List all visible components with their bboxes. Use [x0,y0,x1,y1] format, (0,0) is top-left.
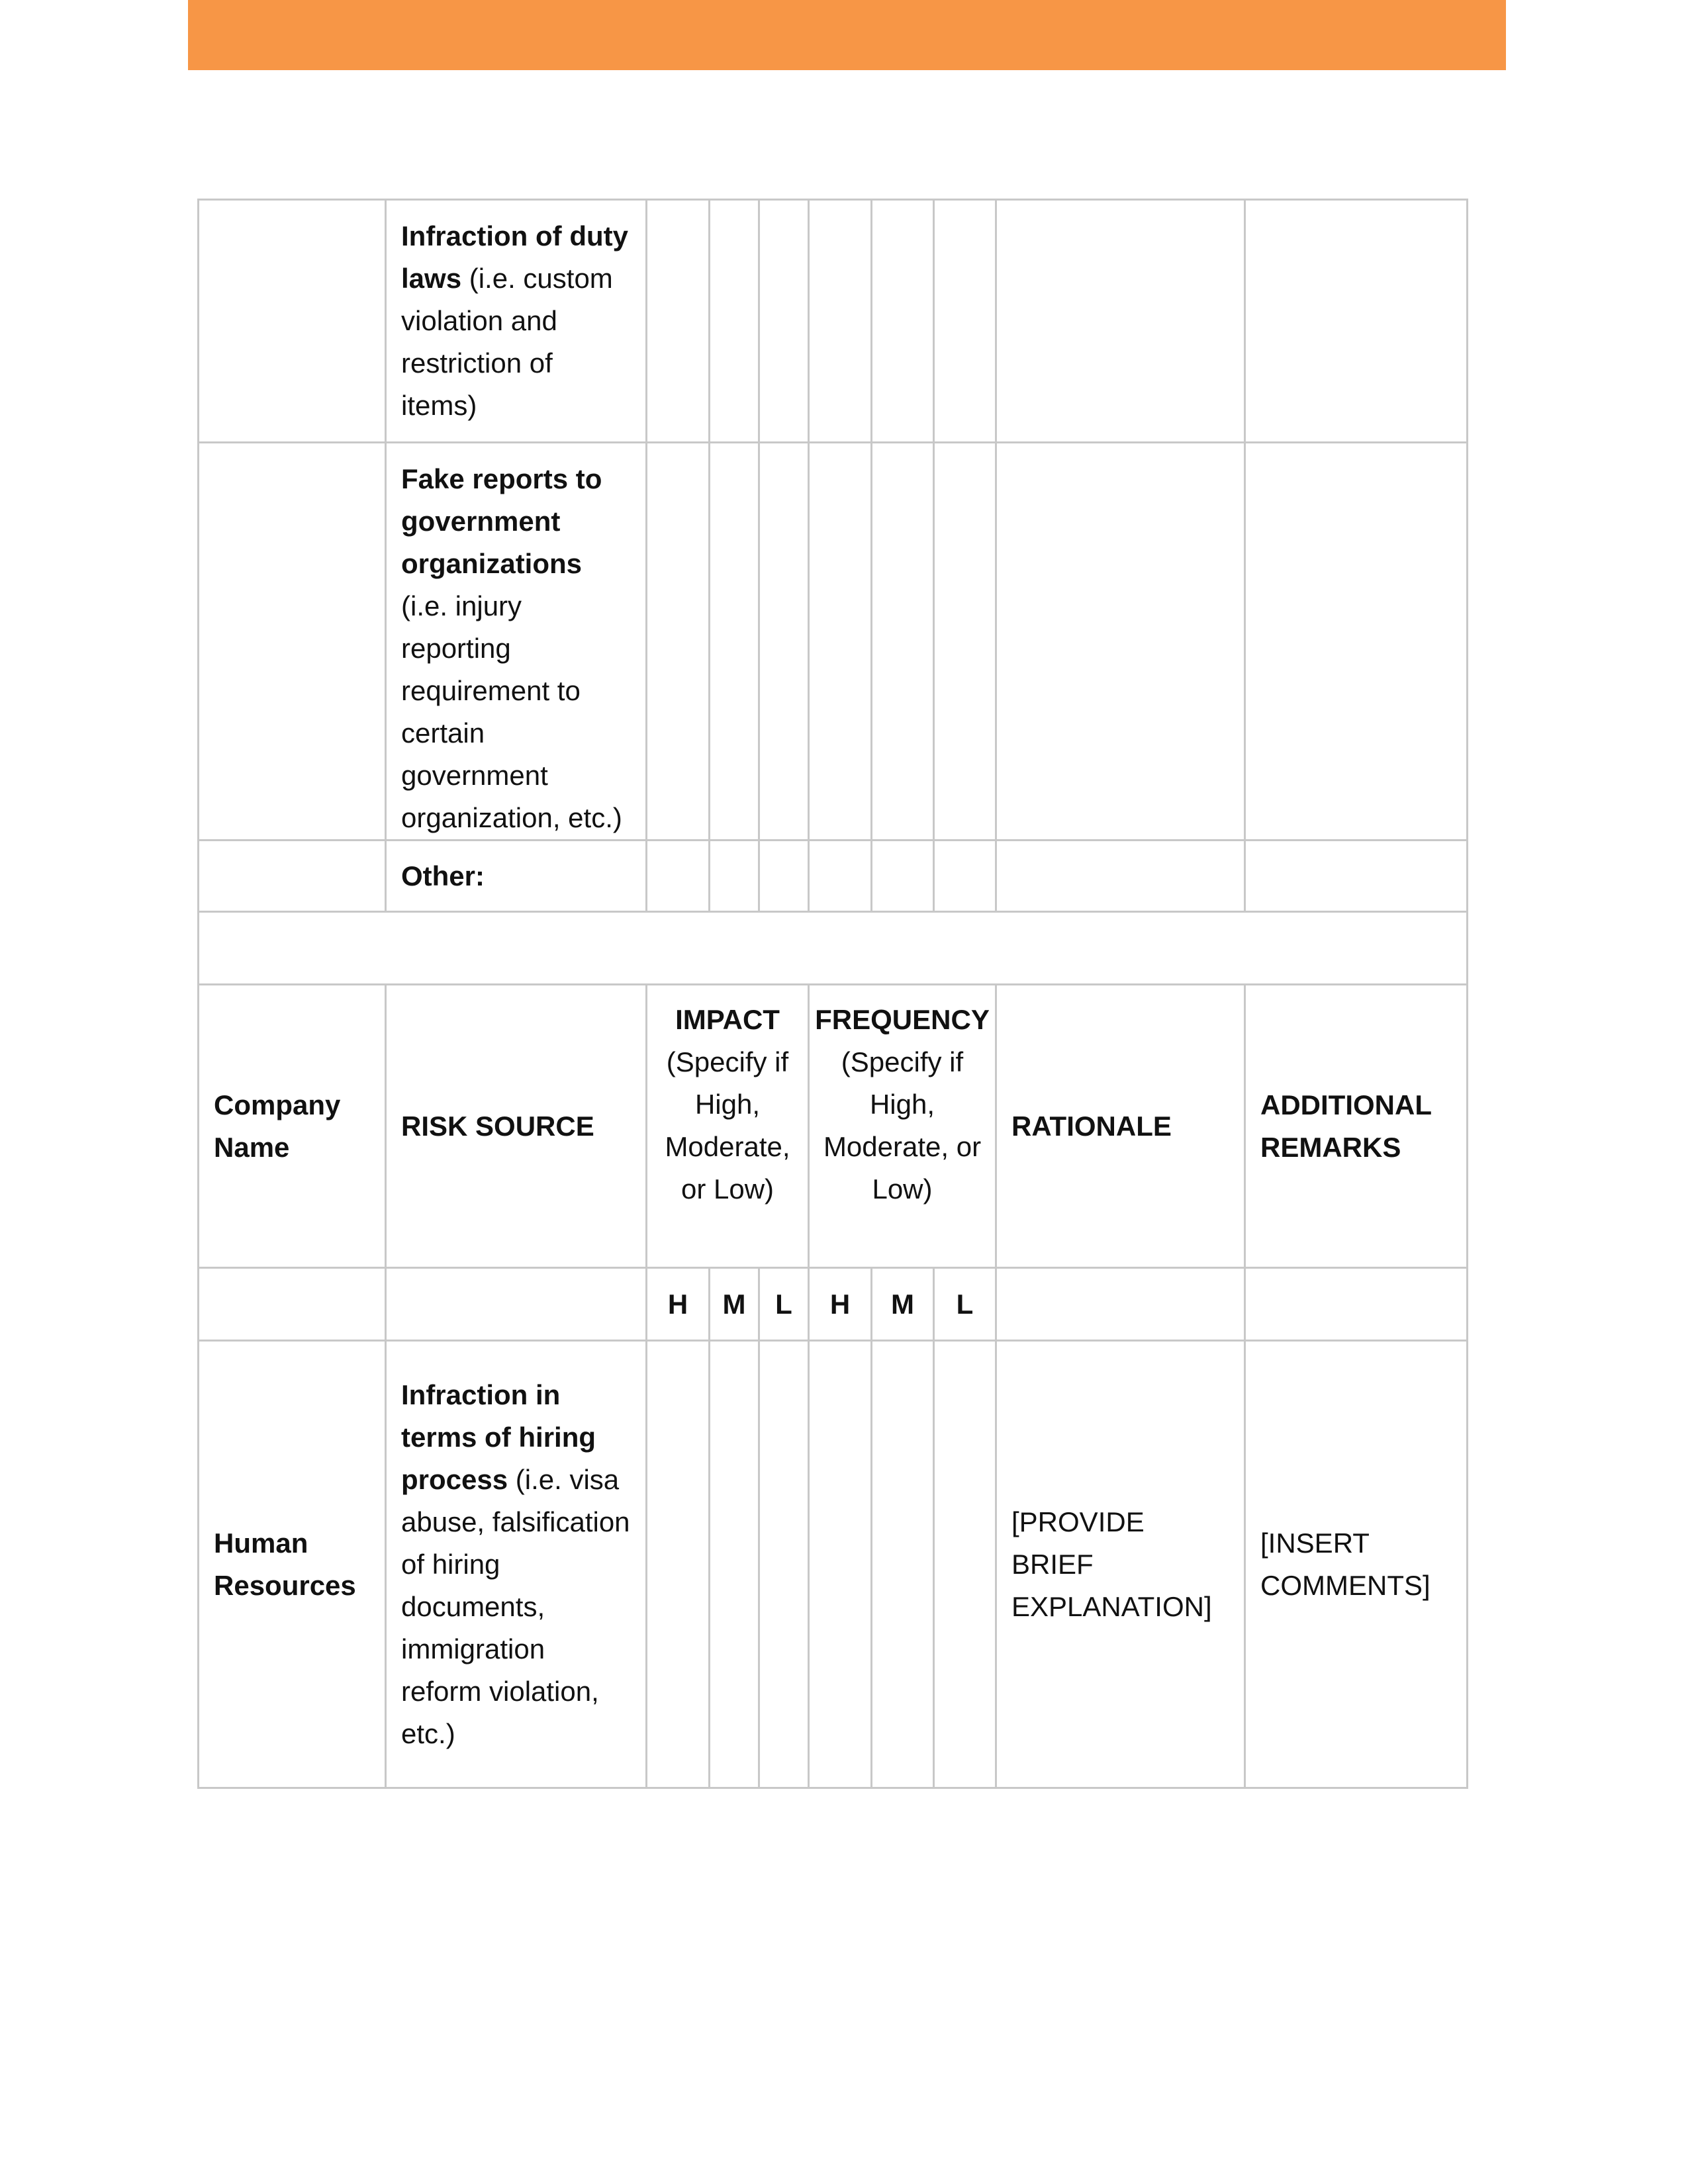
impact-moderate-label: M [710,1268,759,1341]
frequency-l-cell[interactable] [934,200,996,443]
risk-description: (i.e. injury reporting requirement to certain government organization, etc.) [401,590,622,833]
impact-l-cell[interactable] [759,841,809,912]
impact-note: (Specify if High, Moderate, or Low) [665,1046,790,1205]
impact-high-label: H [647,1268,710,1341]
risk-title: Other: [401,860,485,891]
impact-m-cell[interactable] [710,443,759,841]
impact-h-cell[interactable] [647,841,710,912]
impact-h-cell[interactable] [647,200,710,443]
remarks-cell [1245,1268,1468,1341]
rationale-cell[interactable] [996,200,1245,443]
risk-description: (i.e. visa abuse, falsification of hiring documents, immigration reform violation, etc.) [401,1463,630,1749]
company-cell [199,1268,386,1341]
table-row [199,841,1468,912]
header-row [199,985,1468,1268]
spacer-cell [199,912,1468,985]
impact-l-cell[interactable] [759,1341,809,1788]
rationale-cell [996,1268,1245,1341]
frequency-title: FREQUENCY [815,1004,990,1035]
impact-h-cell[interactable] [647,1341,710,1788]
rationale-cell[interactable] [996,443,1245,841]
impact-low-label: L [759,1268,809,1341]
risk-assessment-table [197,199,1468,1789]
frequency-m-cell[interactable] [872,1341,934,1788]
table-row [199,1341,1468,1788]
risk-source-cell [386,200,647,443]
frequency-m-cell[interactable] [872,200,934,443]
additional-remarks-header: ADDITIONAL REMARKS [1245,985,1468,1268]
risk-source-cell [386,443,647,841]
impact-l-cell[interactable] [759,200,809,443]
header-accent-bar [188,0,1506,70]
frequency-h-cell[interactable] [809,841,872,912]
company-name: Human Resources [214,1527,356,1601]
frequency-moderate-label: M [872,1268,934,1341]
frequency-h-cell[interactable] [809,1341,872,1788]
impact-h-cell[interactable] [647,443,710,841]
remarks-cell[interactable] [1245,841,1468,912]
risk-title: Infraction of duty laws [401,220,628,294]
frequency-h-cell[interactable] [809,200,872,443]
impact-l-cell[interactable] [759,443,809,841]
frequency-note: (Specify if High, Moderate, or Low) [823,1046,982,1205]
risk-description: (i.e. custom violation and restriction of items) [401,263,613,421]
frequency-l-cell[interactable] [934,1341,996,1788]
remarks-cell[interactable]: [INSERT COMMENTS] [1245,1341,1468,1788]
impact-m-cell[interactable] [710,841,759,912]
company-cell [199,200,386,443]
impact-m-cell[interactable] [710,1341,759,1788]
risk-title: Fake reports to government organizations [401,463,602,579]
company-name-header: Company Name [199,985,386,1268]
impact-m-cell[interactable] [710,200,759,443]
rationale-cell[interactable]: [PROVIDE BRIEF EXPLANATION] [996,1341,1245,1788]
rationale-cell[interactable] [996,841,1245,912]
table-row [199,200,1468,443]
risk-title: Infraction in terms of hiring process [401,1379,596,1495]
frequency-high-label: H [809,1268,872,1341]
frequency-m-cell[interactable] [872,443,934,841]
hml-row [199,1268,1468,1341]
remarks-cell[interactable] [1245,200,1468,443]
company-cell [199,841,386,912]
impact-header [647,985,809,1268]
risk-source-cell [386,841,647,912]
frequency-l-cell[interactable] [934,841,996,912]
remarks-cell[interactable] [1245,443,1468,841]
company-cell [199,443,386,841]
frequency-header [809,985,996,1268]
risk-source-cell [386,1268,647,1341]
frequency-m-cell[interactable] [872,841,934,912]
risk-source-header: RISK SOURCE [386,985,647,1268]
risk-source-cell [386,1341,647,1788]
frequency-low-label: L [934,1268,996,1341]
table-row [199,443,1468,841]
company-cell [199,1341,386,1788]
frequency-l-cell[interactable] [934,443,996,841]
frequency-h-cell[interactable] [809,443,872,841]
rationale-header: RATIONALE [996,985,1245,1268]
spacer-row [199,912,1468,985]
impact-title: IMPACT [675,1004,780,1035]
